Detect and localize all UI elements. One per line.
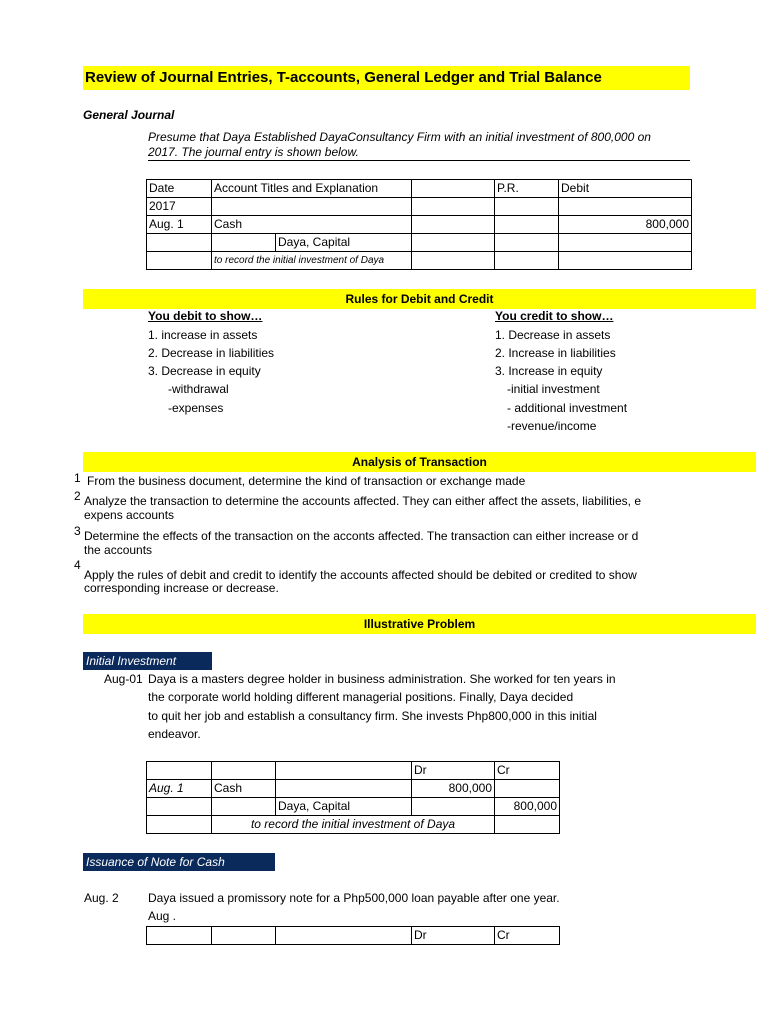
intro-underline (148, 160, 690, 161)
table-row (147, 198, 692, 216)
cr-header: Cr (495, 927, 560, 945)
header-blank (412, 180, 495, 198)
aug2-date: Aug. 2 (84, 891, 119, 905)
credit-item: 3. Increase in equity (495, 364, 603, 378)
debit-heading: You debit to show… (148, 309, 263, 323)
note-for-cash-label: Issuance of Note for Cash (83, 853, 275, 871)
table-row (147, 252, 692, 270)
intro-line-1: Presume that Daya Established DayaConsultancy Firm with an initial investment of 800,000 on (148, 130, 651, 144)
illustrative-heading: Illustrative Problem (83, 614, 756, 634)
narrative-line: Daya is a masters degree holder in business administration. She worked for ten years in (148, 672, 616, 686)
table-header-row (147, 180, 692, 198)
initial-investment-table (146, 761, 560, 834)
table-header-row (147, 762, 560, 780)
cell-date: Aug. 1 (147, 780, 212, 798)
header-debit: Debit (559, 180, 692, 198)
intro-line-2: 2017. The journal entry is shown below. (148, 145, 359, 159)
step-text-cont: the accounts (84, 543, 153, 557)
aug01-date: Aug-01 (104, 672, 143, 686)
debit-item: -expenses (168, 401, 224, 415)
debit-item: 1. increase in assets (148, 328, 258, 342)
step-number: 4 (74, 558, 81, 572)
step-number: 2 (74, 489, 81, 503)
note-text: Daya issued a promissory note for a Php500,000 loan payable after one year. (148, 891, 560, 905)
analysis-heading: Analysis of Transaction (83, 452, 756, 472)
step-text-cont: corresponding increase or decrease. (84, 581, 279, 595)
table-header-row (147, 927, 560, 945)
general-journal-heading: General Journal (83, 108, 175, 122)
credit-item: -revenue/income (507, 419, 597, 433)
step-text: Apply the rules of debit and credit to identify the accounts affected should be debited or credited to show (84, 568, 637, 582)
cr-header: Cr (495, 762, 560, 780)
header-date: Date (147, 180, 212, 198)
page-title: Review of Journal Entries, T-accounts, General Ledger and Trial Balance (83, 66, 690, 90)
step-number: 3 (74, 524, 81, 538)
cell-credit-amount: 800,000 (495, 798, 560, 816)
debit-item: 3. Decrease in equity (148, 364, 261, 378)
narrative-line: to quit her job and establish a consultancy firm. She invests Php800,000 in this initial (148, 709, 597, 723)
credit-item: 2. Increase in liabilities (495, 346, 616, 360)
header-account-titles: Account Titles and Explanation (212, 180, 412, 198)
cell-debit-amount: 800,000 (559, 216, 692, 234)
general-journal-table (146, 179, 692, 270)
table-row (147, 780, 560, 798)
cell-year: 2017 (147, 198, 212, 216)
credit-item: 1. Decrease in assets (495, 328, 611, 342)
narrative-line: endeavor. (148, 727, 201, 741)
dr-header: Dr (412, 762, 495, 780)
step-number: 1 (74, 471, 81, 485)
note-sub: Aug . (148, 909, 177, 923)
narrative-line: the corporate world holding different managerial positions. Finally, Daya decided (148, 690, 574, 704)
cell-note: to record the initial investment of Daya (212, 816, 495, 834)
table-row (147, 816, 560, 834)
cell-credit-account: Daya, Capital (276, 798, 412, 816)
debit-item: -withdrawal (168, 382, 229, 396)
debit-item: 2. Decrease in liabilities (148, 346, 275, 360)
credit-heading: You credit to show… (495, 309, 614, 323)
cell-debit-amount: 800,000 (412, 780, 495, 798)
cell-note: to record the initial investment of Daya (212, 252, 412, 270)
cell-debit-account: Cash (212, 780, 276, 798)
table-row (147, 798, 560, 816)
cell-cash: Cash (212, 216, 412, 234)
note-for-cash-table (146, 926, 560, 945)
cell-date: Aug. 1 (147, 216, 212, 234)
header-pr: P.R. (495, 180, 559, 198)
cell-capital: Daya, Capital (276, 234, 412, 252)
rules-heading: Rules for Debit and Credit (83, 289, 756, 309)
credit-item: -initial investment (507, 382, 600, 396)
step-text: Determine the effects of the transaction on the acconts affected. The transaction can either increase or d (84, 529, 639, 543)
credit-item: - additional investment (507, 401, 628, 415)
initial-investment-label: Initial Investment (83, 652, 212, 670)
table-row (147, 234, 692, 252)
step-text: From the business document, determine the kind of transaction or exchange made (87, 474, 526, 488)
step-text-cont: expens accounts (84, 508, 175, 522)
step-text: Analyze the transaction to determine the accounts affected. They can either affect the assets, liabilities, e (84, 494, 641, 508)
dr-header: Dr (412, 927, 495, 945)
table-row (147, 216, 692, 234)
